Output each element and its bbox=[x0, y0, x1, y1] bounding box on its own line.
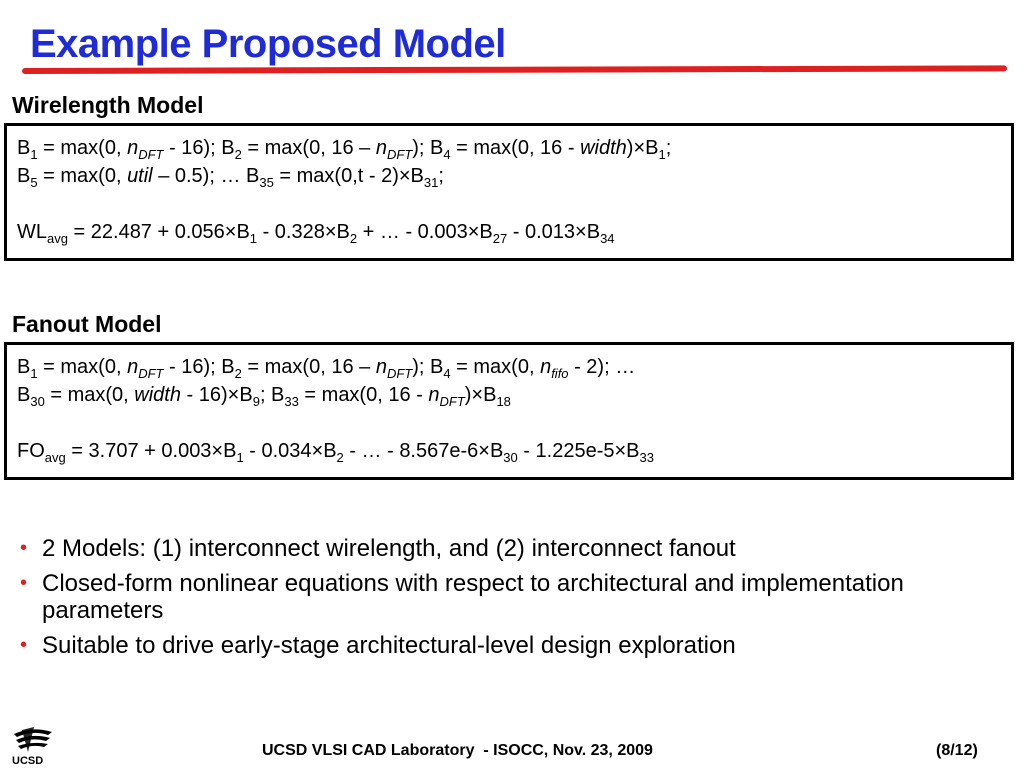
eq-text: = max(0, 16 – bbox=[241, 137, 376, 159]
eq-text: ); B bbox=[412, 137, 444, 159]
eq-text: - 2); … bbox=[568, 356, 636, 378]
eq-text: - 0.034×B bbox=[243, 440, 337, 462]
eq-variable: width bbox=[580, 137, 627, 159]
eq-subscript: 1 bbox=[249, 231, 258, 246]
eq-subscript: 5 bbox=[30, 175, 38, 190]
bullet-marker: • bbox=[20, 634, 28, 656]
fanout-heading: Fanout Model bbox=[12, 311, 162, 337]
footer-caption: UCSD VLSI CAD Laboratory - ISOCC, Nov. 23, 2009 bbox=[262, 742, 653, 759]
eq-text: WL bbox=[17, 221, 47, 243]
eq-variable: n bbox=[540, 356, 552, 378]
eq-text: B bbox=[17, 165, 31, 187]
eq-text: - 0.013×B bbox=[507, 221, 601, 243]
eq-subscript: 31 bbox=[423, 175, 439, 190]
fanout-eq-line-3 bbox=[17, 437, 1001, 465]
eq-text: ; bbox=[665, 137, 672, 159]
eq-subscript: 18 bbox=[496, 394, 511, 409]
eq-text: = max(0, 16 – bbox=[241, 356, 376, 378]
eq-subscript: 33 bbox=[639, 450, 654, 465]
bullet-item bbox=[18, 535, 1008, 562]
eq-text: - 0.328×B bbox=[257, 221, 350, 243]
wirelength-equation-box bbox=[4, 123, 1014, 261]
eq-text: - 16)×B bbox=[181, 384, 253, 406]
eq-text: - 16); B bbox=[163, 356, 235, 378]
fanout-eq-line-1 bbox=[17, 353, 1001, 381]
eq-variable: n bbox=[127, 356, 139, 378]
bullet-item bbox=[18, 632, 1008, 659]
eq-variable: n bbox=[375, 137, 387, 159]
eq-text: - 1.225e-5×B bbox=[517, 440, 640, 462]
eq-text: = max(0, bbox=[37, 165, 128, 187]
bullet-marker: • bbox=[20, 537, 28, 559]
wirelength-eq-line-1 bbox=[17, 134, 1001, 162]
eq-subscript: 30 bbox=[503, 450, 518, 465]
eq-subscript: 34 bbox=[600, 231, 615, 246]
eq-subscript: 4 bbox=[443, 366, 451, 381]
eq-variable: width bbox=[134, 384, 181, 406]
footer bbox=[0, 738, 1024, 768]
eq-text: = max(0, 16 - bbox=[298, 384, 429, 406]
eq-subscript: 2 bbox=[336, 450, 344, 465]
eq-text: B bbox=[17, 384, 31, 406]
eq-subscript: 4 bbox=[443, 147, 451, 162]
fanout-equation-box bbox=[4, 342, 1014, 480]
eq-text: = max(0, 16 - bbox=[450, 137, 581, 159]
eq-text: )×B bbox=[464, 384, 497, 406]
bullet-text: 2 Models: (1) interconnect wirelength, and (2) interconnect fanout bbox=[42, 535, 736, 562]
eq-subscript: 1 bbox=[236, 450, 244, 465]
eq-subscript: 2 bbox=[234, 366, 242, 381]
eq-subscript: 30 bbox=[30, 394, 45, 409]
eq-variable: n bbox=[375, 356, 387, 378]
eq-subscript: avg bbox=[47, 231, 68, 246]
eq-text: )×B bbox=[626, 137, 659, 159]
eq-text: – 0.5); … B bbox=[152, 165, 260, 187]
eq-subscript: DFT bbox=[386, 366, 413, 381]
wirelength-eq-line-3 bbox=[17, 218, 1001, 246]
eq-text: = max(0, bbox=[37, 137, 128, 159]
eq-text: ; bbox=[438, 165, 444, 187]
bullet-item bbox=[18, 570, 1008, 624]
wirelength-eq-line-2 bbox=[17, 162, 1001, 190]
eq-subscript: fifo bbox=[551, 366, 569, 381]
bullet-text: Suitable to drive early-stage architectural-level design exploration bbox=[42, 632, 736, 659]
eq-subscript: 33 bbox=[284, 394, 299, 409]
eq-text: + … - 0.003×B bbox=[357, 221, 493, 243]
eq-text: = max(0, bbox=[44, 384, 135, 406]
eq-subscript: 2 bbox=[234, 147, 242, 162]
eq-subscript: 1 bbox=[30, 147, 38, 162]
eq-subscript: 1 bbox=[658, 147, 666, 162]
eq-text: - 16); B bbox=[163, 137, 235, 159]
eq-subscript: DFT bbox=[386, 147, 413, 162]
page-number: (8/12) bbox=[936, 742, 978, 759]
eq-subscript: 1 bbox=[30, 366, 38, 381]
logo-text: UCSD bbox=[12, 755, 44, 766]
eq-subscript: DFT bbox=[138, 147, 164, 162]
eq-text: = max(0,t - 2)×B bbox=[273, 165, 424, 187]
eq-subscript: DFT bbox=[138, 366, 164, 381]
eq-variable: n bbox=[428, 384, 440, 406]
eq-subscript: 9 bbox=[252, 394, 260, 409]
eq-text: B bbox=[17, 356, 31, 378]
bullet-list bbox=[18, 535, 1008, 667]
eq-text: B bbox=[17, 137, 31, 159]
bullet-marker: • bbox=[20, 572, 28, 594]
eq-text: = max(0, bbox=[37, 356, 128, 378]
eq-subscript: avg bbox=[44, 450, 66, 465]
eq-text: ); B bbox=[412, 356, 444, 378]
bullet-text: Closed-form nonlinear equations with respect to architectural and implementation parameters bbox=[42, 570, 904, 624]
wirelength-heading: Wirelength Model bbox=[12, 92, 204, 118]
eq-subscript: DFT bbox=[439, 394, 465, 409]
eq-text: = 22.487 + 0.056×B bbox=[67, 221, 250, 243]
eq-text: = 3.707 + 0.003×B bbox=[65, 440, 237, 462]
eq-text: ; B bbox=[259, 384, 285, 406]
fanout-eq-line-2 bbox=[17, 381, 1001, 409]
eq-subscript: 35 bbox=[259, 175, 274, 190]
eq-subscript: 2 bbox=[349, 231, 358, 246]
eq-text: = max(0, bbox=[450, 356, 541, 378]
eq-variable: n bbox=[127, 137, 139, 159]
title-underline bbox=[22, 65, 1007, 74]
slide-title: Example Proposed Model bbox=[30, 22, 506, 66]
eq-subscript: 27 bbox=[492, 231, 508, 246]
eq-text: - … - 8.567e-6×B bbox=[343, 440, 504, 462]
eq-variable: util bbox=[127, 165, 153, 187]
eq-text: FO bbox=[17, 440, 45, 462]
